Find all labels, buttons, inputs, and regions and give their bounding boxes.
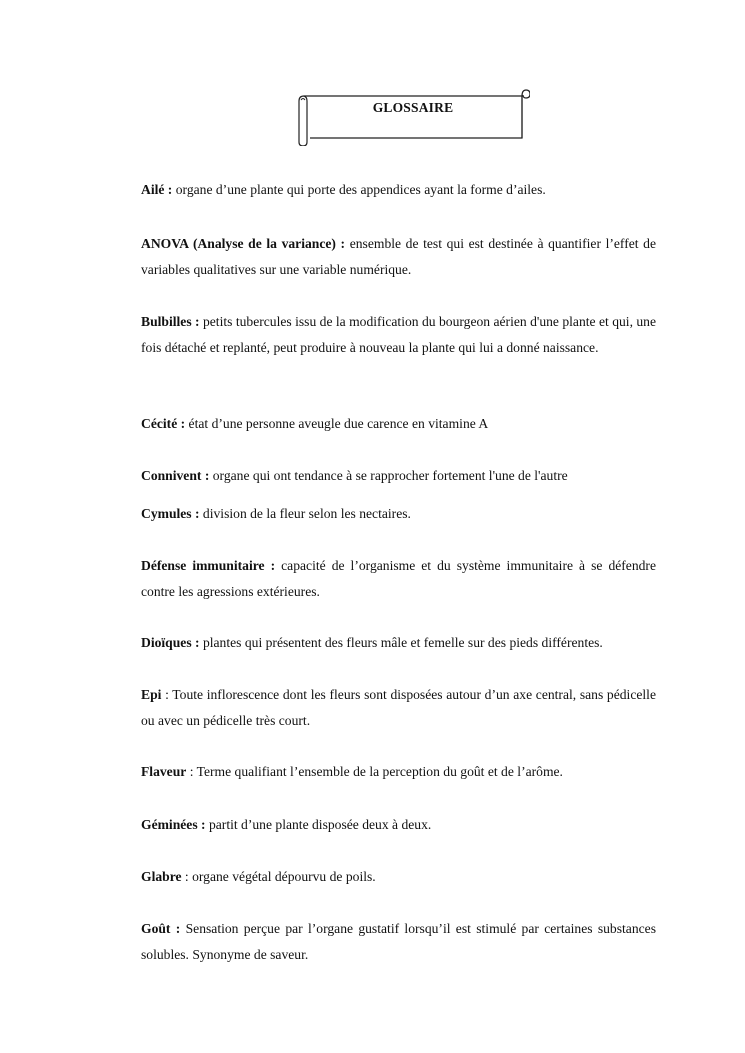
glossary-entry (141, 309, 656, 361)
glossary-entry (141, 463, 656, 489)
term: Glabre (141, 869, 182, 884)
term: Connivent : (141, 468, 210, 483)
term: Ailé : (141, 182, 173, 197)
glossary-entry (141, 177, 656, 203)
term: Flaveur (141, 764, 187, 779)
glossary-entry (141, 553, 656, 605)
definition: état d’une personne aveugle due carence en vitamine A (185, 416, 489, 431)
glossary-title-banner (296, 88, 530, 146)
glossary-entry (141, 630, 656, 656)
definition: : Toute inflorescence dont les fleurs sont disposées autour d’un axe central, sans pédicelle ou avec un pédicelle très court. (141, 687, 656, 728)
term: Epi (141, 687, 162, 702)
definition: organe qui ont tendance à se rapprocher fortement l'une de l'autre (209, 468, 568, 483)
term: Goût : (141, 921, 181, 936)
term: ANOVA (Analyse de la variance) : (141, 236, 346, 251)
term: Bulbilles : (141, 314, 200, 329)
glossary-entry (141, 501, 656, 527)
definition: division de la fleur selon les nectaires. (199, 506, 411, 521)
page-title: GLOSSAIRE (372, 100, 454, 115)
term: Défense immunitaire : (141, 558, 276, 573)
glossary-entry (141, 916, 656, 968)
definition: petits tubercules issu de la modification du bourgeon aérien d'une plante et qui, une fois détaché et replanté, peut produire à nouveau la plante qui lui a donné naissance. (141, 314, 656, 355)
definition: Sensation perçue par l’organe gustatif lorsqu’il est stimulé par certaines substances solubles. Synonyme de saveur. (141, 921, 656, 962)
definition: : Terme qualifiant l’ensemble de la perception du goût et de l’arôme. (186, 764, 563, 779)
definition: ensemble de test qui est destinée à quantifier l’effet de variables qualitatives sur une variable numérique. (141, 236, 656, 277)
definition: partit d’une plante disposée deux à deux. (205, 817, 432, 832)
glossary-entry (141, 231, 656, 283)
term: Géminées : (141, 817, 206, 832)
definition: capacité de l’organisme et du système immunitaire à se défendre contre les agressions extérieures. (141, 558, 656, 599)
definition: plantes qui présentent des fleurs mâle et femelle sur des pieds différentes. (199, 635, 603, 650)
term: Dioïques : (141, 635, 200, 650)
definition: : organe végétal dépourvu de poils. (181, 869, 376, 884)
term: Cécité : (141, 416, 186, 431)
glossary-entry (141, 864, 656, 890)
glossary-entry (141, 812, 656, 838)
glossary-entry (141, 759, 656, 785)
glossary-entry (141, 411, 656, 437)
term: Cymules : (141, 506, 200, 521)
glossary-entry (141, 682, 656, 734)
scroll-banner-icon (296, 88, 530, 146)
definition: organe d’une plante qui porte des appendices ayant la forme d’ailes. (172, 182, 546, 197)
